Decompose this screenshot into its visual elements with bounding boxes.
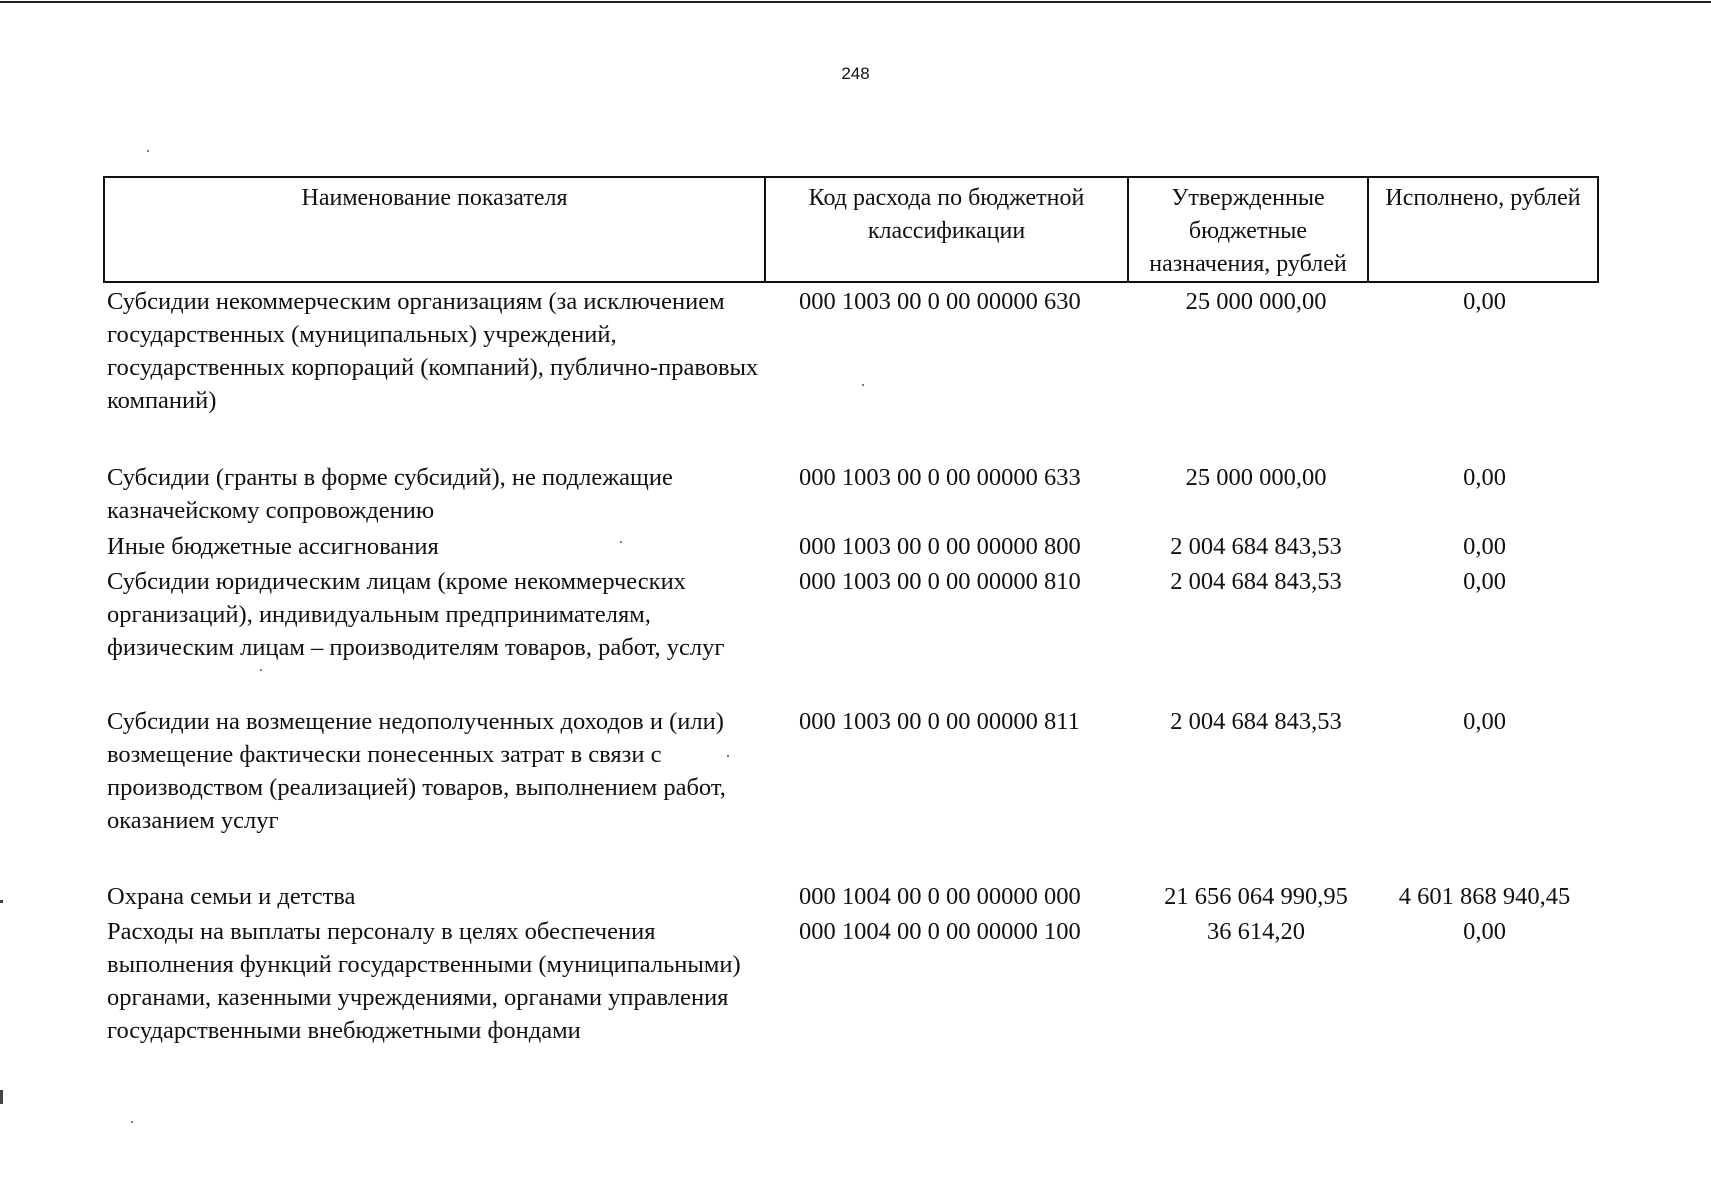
header-code: Код расхода по бюджетной классификации [765, 177, 1128, 282]
row-code: 000 1003 00 0 00 00000 811 [799, 708, 1080, 735]
row-approved: 2 004 684 843,53 [1170, 568, 1342, 595]
row-approved: 25 000 000,00 [1185, 288, 1327, 315]
header-executed: Исполнено, рублей [1368, 177, 1598, 282]
row-code: 000 1004 00 0 00 00000 000 [799, 883, 1081, 910]
table-row [103, 705, 1593, 880]
table-row [103, 880, 1593, 915]
page-number: 248 [841, 64, 870, 83]
row-executed: 0,00 [1463, 708, 1506, 735]
table-header [103, 176, 1599, 283]
table-row [103, 461, 1593, 530]
row-executed: 0,00 [1463, 918, 1506, 945]
table-body [103, 285, 1593, 1090]
row-executed: 0,00 [1463, 288, 1506, 315]
top-border-line [0, 1, 1711, 3]
header-approved: Утвержденные бюджетные назначения, рублей [1128, 177, 1368, 282]
row-name: Субсидии некоммерческим организациям (за исключением государственных (муниципальных) учреждений, государственных корпораций (компаний), публично-правовых компаний) [107, 288, 759, 414]
header-row [104, 177, 1598, 282]
row-name: Иные бюджетные ассигнования [107, 533, 439, 560]
row-code: 000 1003 00 0 00 00000 800 [799, 533, 1081, 560]
table-row [103, 285, 1593, 461]
margin-mark [0, 1090, 3, 1104]
row-approved: 25 000 000,00 [1185, 464, 1327, 491]
table-row [103, 565, 1593, 705]
row-code: 000 1003 00 0 00 00000 630 [799, 288, 1081, 315]
row-name: Субсидии (гранты в форме субсидий), не подлежащие казначейскому сопровождению [107, 464, 673, 524]
row-approved: 36 614,20 [1207, 918, 1305, 945]
row-approved: 2 004 684 843,53 [1170, 708, 1342, 735]
row-code: 000 1004 00 0 00 00000 100 [799, 918, 1081, 945]
row-name: Охрана семьи и детства [107, 883, 356, 910]
row-name: Субсидии юридическим лицам (кроме некоммерческих организаций), индивидуальным предпринимателям, физическим лицам – производителям товаров, работ, услуг [107, 568, 725, 661]
row-executed: 0,00 [1463, 464, 1506, 491]
margin-mark [0, 900, 3, 903]
row-executed: 4 601 868 940,45 [1398, 883, 1571, 910]
scan-speck [131, 1121, 133, 1123]
row-executed: 0,00 [1463, 533, 1506, 560]
row-name: Расходы на выплаты персоналу в целях обеспечения выполнения функций государственными (муниципальными) органами, казенными учреждениями, органами управления государственными внебюджетными фондами [107, 918, 741, 1044]
row-approved: 2 004 684 843,53 [1170, 533, 1342, 560]
row-approved: 21 656 064 990,95 [1164, 883, 1348, 910]
scan-speck [147, 150, 149, 152]
row-code: 000 1003 00 0 00 00000 633 [799, 464, 1081, 491]
row-executed: 0,00 [1463, 568, 1506, 595]
table-row [103, 915, 1593, 1090]
table-row [103, 530, 1593, 565]
header-name: Наименование показателя [104, 177, 765, 282]
row-code: 000 1003 00 0 00 00000 810 [799, 568, 1081, 595]
row-name: Субсидии на возмещение недополученных доходов и (или) возмещение фактически понесенных затрат в связи с производством (реализацией) товаров, выполнением работ, оказанием услуг [107, 708, 726, 834]
